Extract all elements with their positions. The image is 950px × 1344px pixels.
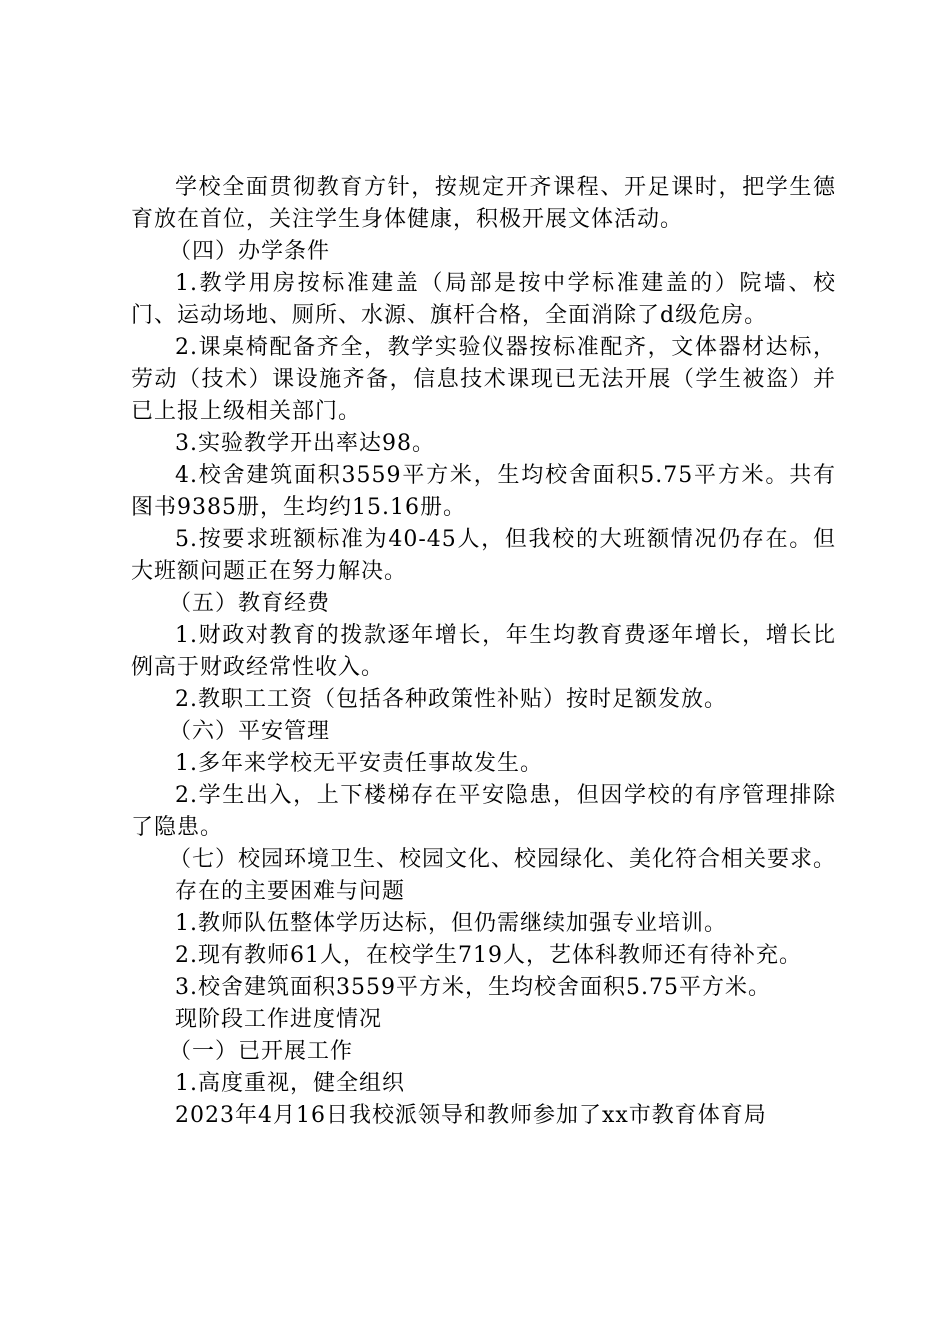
paragraph-text: 2023年4月16日我校派领导和教师参加了xx市教育体育局: [175, 1103, 767, 1128]
list-item: 2.教职工工资（包括各种政策性补贴）按时足额发放。: [175, 687, 727, 712]
list-item: 1.高度重视，健全组织: [175, 1071, 405, 1096]
list-item: 2.学生出入，上下楼梯存在平安隐患，但因学校的有序管理排除了隐患。: [131, 783, 836, 840]
section-heading-safety: （六）平安管理: [169, 719, 331, 744]
list-item: 5.按要求班额标准为40-45人，但我校的大班额情况仍存在。但大班额问题正在努力解决。: [131, 527, 836, 584]
list-item: 1.教学用房按标准建盖（局部是按中学标准建盖的）院墙、校门、运动场地、厕所、水源、旗杆合格，全面消除了d级危房。: [131, 271, 836, 328]
section-heading-environment: （七）校园环境卫生、校园文化、校园绿化、美化符合相关要求。: [169, 847, 837, 872]
list-item: 2.课桌椅配备齐全，教学实验仪器按标准配齐，文体器材达标，劳动（技术）课设施齐备，信息技术课现已无法开展（学生被盗）并已上报上级相关部门。: [131, 335, 836, 424]
list-item: 1.教师队伍整体学历达标，但仍需继续加强专业培训。: [175, 911, 727, 936]
list-item: 2.现有教师61人，在校学生719人，艺体科教师还有待补充。: [175, 943, 802, 968]
section-heading-progress: 现阶段工作进度情况: [175, 1007, 383, 1032]
section-heading-problems: 存在的主要困难与问题: [175, 879, 406, 904]
list-item: 1.财政对教育的拨款逐年增长，年生均教育费逐年增长，增长比例高于财政经常性收入。: [131, 623, 836, 680]
section-heading-conditions: （四）办学条件: [169, 239, 331, 264]
list-item: 1.多年来学校无平安责任事故发生。: [175, 751, 543, 776]
paragraph-intro: 学校全面贯彻教育方针，按规定开齐课程、开足课时，把学生德育放在首位，关注学生身体健康，积极开展文体活动。: [131, 175, 836, 232]
list-item: 3.校舍建筑面积3559平方米，生均校舍面积5.75平方米。: [175, 975, 771, 1000]
section-heading-funding: （五）教育经费: [169, 591, 331, 616]
list-item: 3.实验教学开出率达98。: [175, 431, 435, 456]
subsection-heading-started: （一）已开展工作: [169, 1039, 354, 1064]
document-body: [131, 172, 836, 1132]
list-item: 4.校舍建筑面积3559平方米，生均校舍面积5.75平方米。共有图书9385册，生均约15.16册。: [131, 463, 836, 520]
